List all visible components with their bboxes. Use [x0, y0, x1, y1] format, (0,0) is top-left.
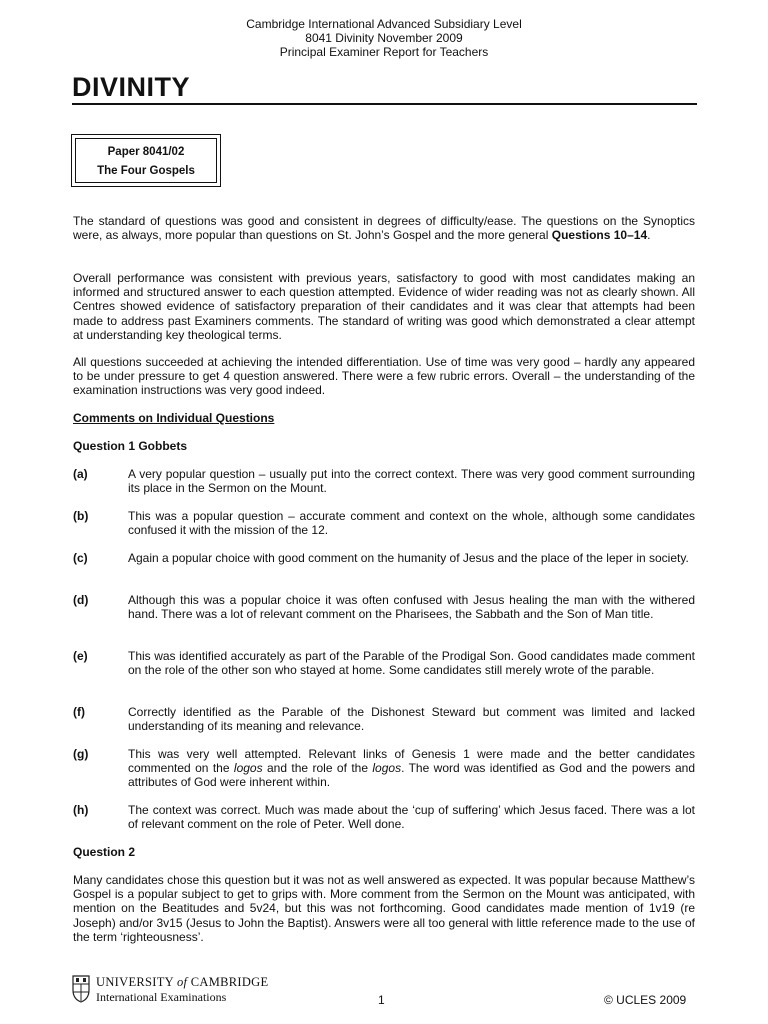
item-label-d: (d): [73, 593, 89, 607]
item-label-c: (c): [73, 551, 88, 565]
logos-term: logos: [233, 761, 263, 776]
header-line-1: Cambridge International Advanced Subsidiary Level: [246, 17, 522, 31]
item-text-c: Again a popular choice with good comment on the humanity of Jesus and the place of the leper in society.: [128, 551, 689, 565]
intro-paragraph-2: Overall performance was consistent with previous years, satisfactory to good with most candidates making an informed and structured answer to each question attempted. Evidence of wider reading was not as clearly shown. All Centres showed evidence of satisfactory preparation of their candidates and it was clear that attempts had been made to address past Examiners comments. The standard of writing was good which demonstrated a clear attempt at understanding key theological terms.: [73, 271, 695, 342]
item-text-e: This was identified accurately as part of the Parable of the Prodigal Son. Good candidates made comment on the role of the other son who stayed at home. Some candidates still merely wrote of the parable.: [128, 649, 695, 678]
comments-heading: Comments on Individual Questions: [73, 411, 275, 425]
questions-range: Questions 10–14: [551, 228, 648, 243]
header-line-2: 8041 Divinity November 2009: [305, 31, 463, 45]
paper-name: The Four Gospels: [97, 165, 195, 177]
paper-code: Paper 8041/02: [107, 146, 185, 158]
item-label-g: (g): [73, 747, 89, 761]
item-label-a: (a): [73, 467, 88, 481]
intro-paragraph-3: All questions succeeded at achieving the intended differentiation. Use of time was very good – hardly any appeared to be under pressure to get 4 question answered. There were a few rubric errors. Overall – the understanding of the examination instructions was very good indeed.: [73, 355, 695, 398]
page-title: DIVINITY: [72, 72, 191, 102]
item-text-a: A very popular question – usually put into the correct context. There was very good comment surrounding its place in the Sermon on the Mount.: [128, 467, 695, 496]
question-2-text: Many candidates chose this question but it was not as well answered as expected. It was popular because Matthew’s Gospel is a popular subject to get to grips with. More comment from the Sermon on the Mount was anticipated, with mention on the Beatitudes and 5v24, but this was not forthcoming. Good candidates made mention of 1v19 (re Joseph) and/or 3v15 (Jesus to John the Baptist). Answers were all too general with little reference made to the use of the term ‘righteousness’.: [73, 873, 695, 944]
intro-paragraph-1: The standard of questions was good and consistent in degrees of difficulty/ease. The questions on the Synoptics were, as always, more popular than questions on St. John’s Gospel and the more general Questions 10–14.: [73, 214, 695, 243]
item-text-h: The context was correct. Much was made about the ‘cup of suffering’ which Jesus faced. There was a lot of relevant comment on the role of Peter. Well done.: [128, 803, 695, 832]
title-rule: [72, 103, 697, 105]
header-line-3: Principal Examiner Report for Teachers: [279, 45, 489, 59]
question-2-heading: Question 2: [73, 845, 136, 859]
paper-box: [71, 134, 221, 187]
item-text-g: This was very well attempted. Relevant links of Genesis 1 were made and the better candidates commented on the logos and the role of the logos. The word was identified as God and the powers and attributes of God were inherent within.: [128, 747, 695, 790]
page-number: 1: [378, 993, 385, 1007]
item-label-f: (f): [73, 705, 85, 719]
item-label-e: (e): [73, 649, 88, 663]
item-text-f: Correctly identified as the Parable of the Dishonest Steward but comment was limited and lacked understanding of its meaning and relevance.: [128, 705, 695, 734]
copyright: © UCLES 2009: [604, 993, 687, 1007]
item-text-d: Although this was a popular choice it was often confused with Jesus healing the man with the withered hand. There was a lot of relevant comment on the Pharisees, the Sabbath and the Son of Man title.: [128, 593, 695, 622]
question-1-heading: Question 1 Gobbets: [73, 439, 188, 453]
logos-term: logos: [372, 761, 402, 776]
item-label-b: (b): [73, 509, 89, 523]
item-label-h: (h): [73, 803, 89, 817]
cambridge-logo: UNIVERSITY of CAMBRIDGE International Examinations: [72, 975, 272, 1005]
item-text-b: This was a popular question – accurate comment and context on the whole, although some candidates confused it with the mission of the 12.: [128, 509, 695, 538]
crest-icon: [72, 975, 90, 1003]
